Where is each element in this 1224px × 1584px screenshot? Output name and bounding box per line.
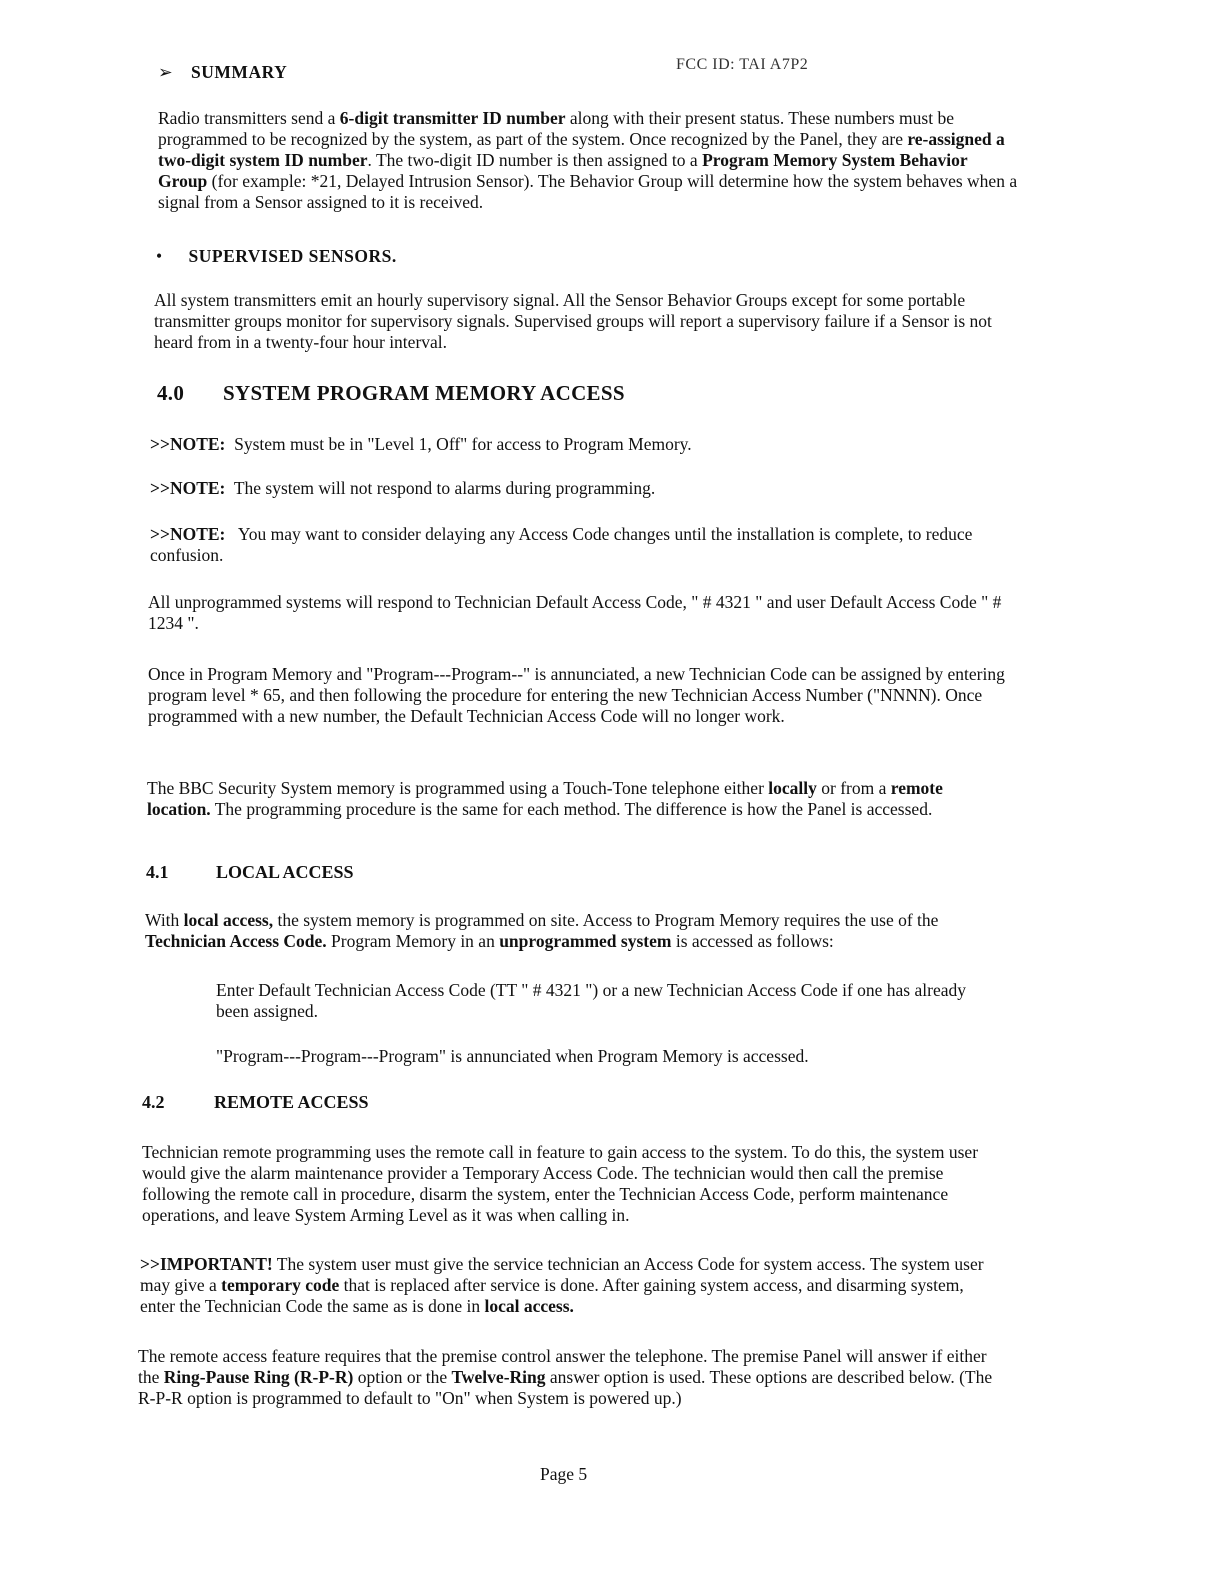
section-number: 4.1 [146,862,169,882]
supervised-title: SUPERVISED SENSORS. [188,246,397,266]
supervised-sensors-heading [156,246,397,267]
arrow-bullet-icon: ➢ [158,62,173,82]
note-2: >>NOTE: The system will not respond to alarms during programming. [150,478,656,498]
summary-paragraph: Radio transmitters send a 6-digit transmitter ID number along with their present status. These numbers must be programmed to be recognized by the system, as part of the system. Once recognized by the Panel, they are re-assigned a two-digit system ID number. The two-digit ID number is then assigned to a Program Memory System Behavior Group (for example: *21, Delayed Intrusion Sensor). The Behavior Group will determine how the system behaves when a signal from a Sensor assigned to it is received. [158,108,1018,212]
supervised-paragraph: All system transmitters emit an hourly supervisory signal. All the Sensor Behavior Groups except for some portable transmitter groups monitor for supervisory signals. Supervised groups will report a supervisory failure if a Sensor is not heard from in a twenty-four hour interval. [154,290,992,352]
summary-title: SUMMARY [191,62,288,82]
summary-heading [158,62,287,83]
section-4-0-heading [157,383,625,404]
bullet-icon: • [156,246,163,266]
section-4-2-heading [142,1092,369,1113]
default-codes-paragraph: All unprogrammed systems will respond to Technician Default Access Code, " # 4321 " and user Default Access Code " # 1234 ". [148,592,1002,633]
answer-option-paragraph: The remote access feature requires that the premise control answer the telephone. The premise Panel will answer if either the Ring-Pause Ring (R-P-R) option or the Twelve-Ring answer option is used. These options are described below. (The R-P-R option is programmed to default to "On" when System is powered up.) [138,1346,993,1408]
note-1: >>NOTE: System must be in "Level 1, Off" for access to Program Memory. [150,434,692,454]
section-number: 4.2 [142,1092,165,1112]
remote-access-paragraph: Technician remote programming uses the remote call in feature to gain access to the system. To do this, the system user would give the alarm maintenance provider a Temporary Access Code. The technician would then call the premise following the remote call in procedure, disarm the system, enter the Technician Access Code, perform maintenance operations, and leave System Arming Level as it was when calling in. [142,1142,979,1225]
local-access-paragraph: With local access, the system memory is programmed on site. Access to Program Memory requires the use of the Technician Access Code. Program Memory in an unprogrammed system is accessed as follows: [145,910,939,951]
section-title: LOCAL ACCESS [216,862,354,882]
fcc-id: FCC ID: TAI A7P2 [676,56,809,73]
technician-code-paragraph: Once in Program Memory and "Program---Program--" is annunciated, a new Technician Code can be assigned by entering program level * 65, and then following the procedure for entering the new Technician Access Number ("NNNN). Once programmed with a new number, the Default Technician Access Code will no longer work. [148,664,1005,726]
programming-method-paragraph: The BBC Security System memory is programmed using a Touch-Tone telephone either locally or from a remote location. The programming procedure is the same for each method. The difference is how the Panel is accessed. [147,778,943,819]
section-title: SYSTEM PROGRAM MEMORY ACCESS [223,381,625,405]
section-4-1-heading [146,862,354,883]
local-access-step-1: Enter Default Technician Access Code (TT " # 4321 ") or a new Technician Access Code if one has already been assigned. [216,980,966,1021]
page-number: Page 5 [540,1464,588,1484]
section-title: REMOTE ACCESS [214,1092,369,1112]
important-paragraph: >>IMPORTANT! The system user must give the service technician an Access Code for system access. The system user may give a temporary code that is replaced after service is done. After gaining system access, and disarming system, enter the Technician Code the same as is done in local access. [140,1254,984,1316]
section-number: 4.0 [157,381,185,405]
note-3: >>NOTE: You may want to consider delaying any Access Code changes until the installation is complete, to reduce confusion. [150,524,973,565]
local-access-step-2: "Program---Program---Program" is annunciated when Program Memory is accessed. [216,1046,809,1066]
